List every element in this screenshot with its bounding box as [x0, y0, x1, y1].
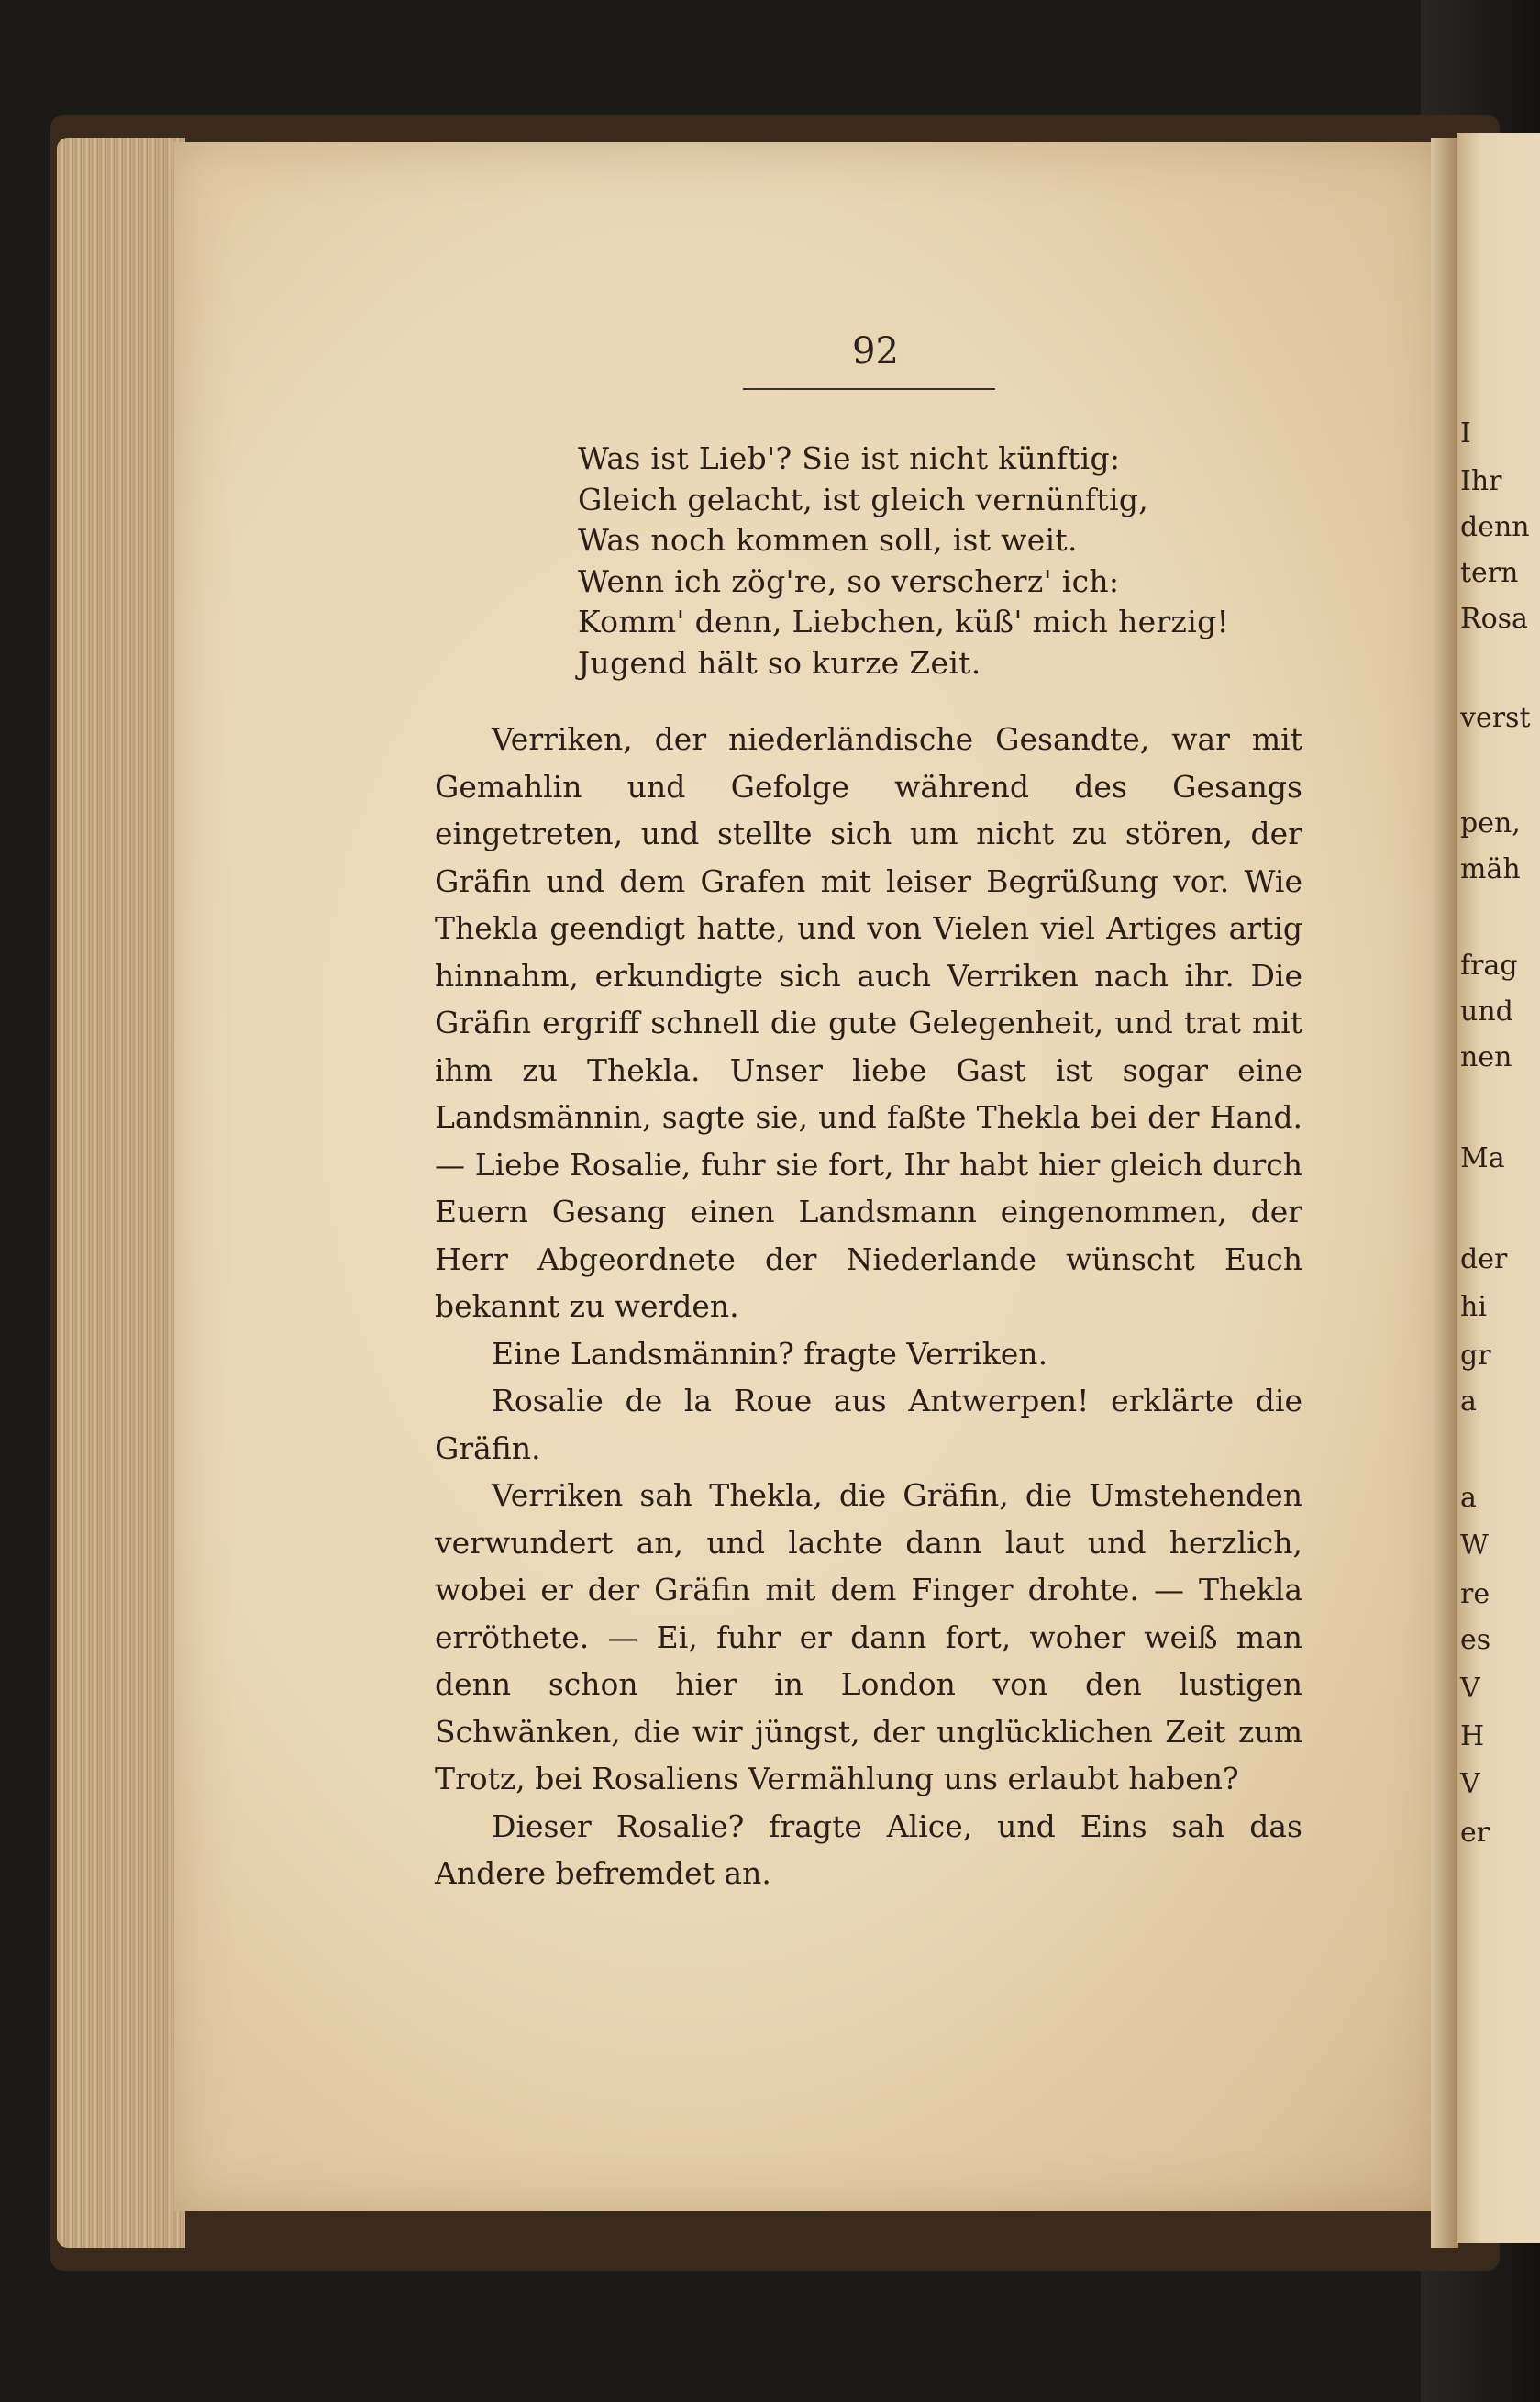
body-text	[435, 716, 1302, 1897]
right-page-text: und	[1460, 995, 1513, 1028]
right-page-text: hi	[1460, 1291, 1487, 1323]
poem-line: Gleich gelacht, ist gleich vernünftig,	[578, 481, 1149, 517]
right-page-text: a	[1460, 1385, 1477, 1418]
poem-line: Was noch kommen soll, ist weit.	[578, 522, 1078, 558]
poem-line: Komm' denn, Liebchen, küß' mich herzig!	[578, 604, 1230, 639]
right-page-text: tern	[1460, 557, 1519, 589]
poem-line: Jugend hält so kurze Zeit.	[578, 644, 981, 681]
right-page-text: H	[1460, 1720, 1485, 1752]
poem-stanza	[578, 439, 1229, 684]
paragraph: Dieser Rosalie? fragte Alice, und Eins sah das Andere befremdet an.	[435, 1807, 1302, 1891]
page-number: 92	[852, 330, 899, 373]
right-page-text: gr	[1460, 1340, 1491, 1372]
right-page-text: es	[1460, 1624, 1491, 1656]
right-page-text: denn	[1460, 511, 1530, 543]
paragraph: Verriken sah Thekla, die Gräfin, die Umstehenden verwundert an, und lachte dann laut und herzlich, wobei er der Gräfin mit dem Finger drohte. — Thekla erröthete. — Ei, fuhr er dann fort, woher weiß man denn schon hier in London von den lustigen Schwänken, die wir jüngst, der unglücklichen Zeit zum Trotz, bei Rosaliens Vermählung uns erlaubt haben?	[435, 1477, 1302, 1796]
page-edges	[57, 138, 185, 2248]
right-page-text: frag	[1460, 950, 1518, 982]
right-page-text: W	[1460, 1529, 1489, 1562]
paragraph: Eine Landsmännin? fragte Verriken.	[492, 1335, 1048, 1372]
right-page-text: der	[1460, 1243, 1508, 1275]
right-page-partial	[1457, 133, 1540, 2243]
right-page-text: re	[1460, 1578, 1490, 1610]
right-page-text: mäh	[1460, 853, 1521, 885]
right-page-text: Ihr	[1460, 465, 1502, 497]
paragraph: Verriken, der niederländische Gesandte, war mit Gemahlin und Gefolge während des Gesangs eingetreten, und stellte sich um nicht zu stören, der Gräfin und dem Grafen mit leiser Begrüßung vor. Wie Thekla geendigt hatte, und von Vielen viel Artiges artig hinnahm, erkundigte sich auch Verriken nach ihr. Die Gräfin ergriff schnell die gute Gelegenheit, und trat mit ihm zu Thekla. Unser liebe Gast ist sogar eine Landsmännin, sagte sie, und faßte Thekla bei der Hand. — Liebe Rosalie, fuhr sie fort, Ihr habt hier gleich durch Euern Gesang einen Landsmann eingenommen, der Herr Abgeordnete der Niederlande wünscht Euch bekannt zu werden.	[435, 721, 1302, 1324]
right-page-text: pen,	[1460, 807, 1521, 840]
header-rule	[743, 388, 995, 390]
right-page-text: verst	[1460, 702, 1531, 734]
poem-line: Was ist Lieb'? Sie ist nicht künftig:	[578, 440, 1121, 476]
right-page-text: V	[1460, 1768, 1480, 1800]
right-page-text: I	[1460, 417, 1471, 450]
right-page-text: Rosa	[1460, 603, 1528, 635]
right-page-text: a	[1460, 1482, 1477, 1514]
poem-line: Wenn ich zög're, so verscherz' ich:	[578, 562, 1120, 599]
right-page-text: Ma	[1460, 1142, 1505, 1174]
right-page-text: er	[1460, 1817, 1490, 1849]
right-page-text: nen	[1460, 1041, 1512, 1073]
book-gutter	[1431, 138, 1458, 2248]
paragraph: Rosalie de la Roue aus Antwerpen! erklärte die Gräfin.	[435, 1383, 1302, 1466]
right-page-text: V	[1460, 1673, 1480, 1705]
